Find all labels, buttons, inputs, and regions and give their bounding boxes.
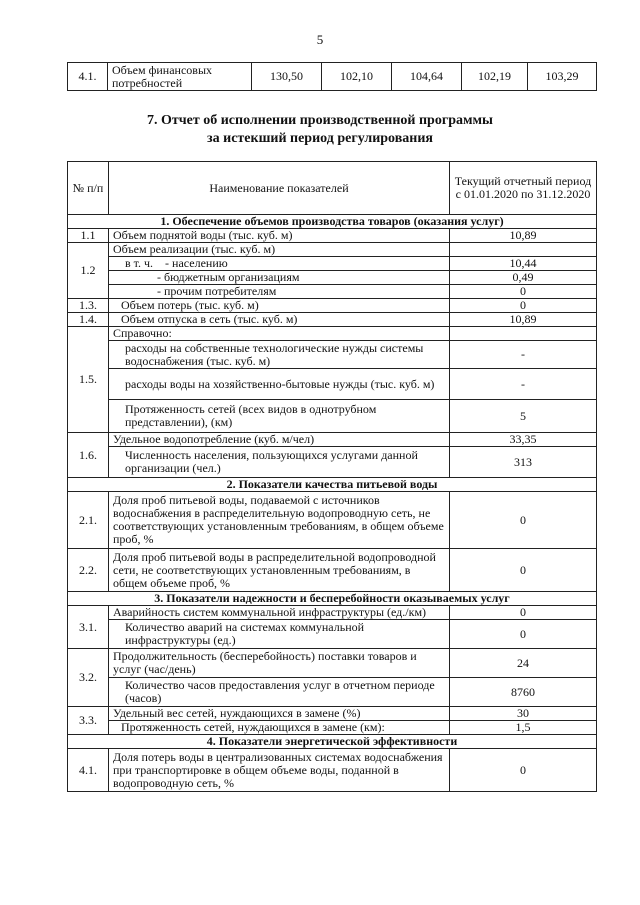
table-row	[68, 549, 597, 592]
table-row	[68, 243, 597, 257]
subitem-prefix: в т. ч.	[125, 256, 154, 270]
row-number: 1.4.	[68, 313, 109, 327]
table-row	[68, 707, 597, 721]
section-row	[68, 735, 597, 749]
value-cell: 104,64	[392, 63, 462, 91]
financial-needs-table	[67, 62, 597, 91]
section-row	[68, 592, 597, 606]
value-cell: 130,50	[252, 63, 322, 91]
row-name: Численность населения, пользующихся услугами данной организации (чел.)	[109, 447, 450, 478]
page-number: 5	[316, 32, 324, 47]
header-num: № п/п	[68, 162, 109, 215]
table-row	[68, 257, 597, 271]
row-subitem: - бюджетным организациям	[109, 271, 450, 285]
table-row	[68, 229, 597, 243]
row-number: 3.1.	[68, 606, 109, 649]
header-period: Текущий отчетный период с 01.01.2020 по 31.12.2020	[450, 162, 597, 215]
row-subitem: - прочим потребителям	[109, 285, 450, 299]
row-name: Доля потерь воды в централизованных системах водоснабжения при транспортировке в общем объеме воды, поданной в водопроводную сеть, %	[109, 749, 450, 792]
row-value: 0	[450, 549, 597, 592]
row-subitem	[109, 257, 450, 271]
table-row	[68, 327, 597, 341]
row-value: 1,5	[450, 721, 597, 735]
section-row	[68, 215, 597, 229]
row-subitem: Протяженность сетей (всех видов в однотрубном представлении), (км)	[109, 400, 450, 433]
row-number: 1.5.	[68, 327, 109, 433]
row-name: Протяженность сетей, нуждающихся в замене (км):	[109, 721, 450, 735]
value-cell: 102,10	[322, 63, 392, 91]
production-program-table	[67, 161, 597, 792]
row-reference: Справочно:	[109, 327, 450, 341]
table-row	[68, 63, 597, 91]
table-row	[68, 749, 597, 792]
row-value: 0	[450, 299, 597, 313]
table-row	[68, 369, 597, 400]
row-value: 10,89	[450, 313, 597, 327]
row-value: 10,44	[450, 257, 597, 271]
row-value: 5	[450, 400, 597, 433]
table-row	[68, 271, 597, 285]
row-name: Продолжительность (бесперебойность) поставки товаров и услуг (час/день)	[109, 649, 450, 678]
row-value: 0	[450, 606, 597, 620]
row-name: Объем финансовых потребностей	[108, 63, 252, 91]
section-row	[68, 478, 597, 492]
row-name: Доля проб питьевой воды в распределительной водопроводной сети, не соответствующих установленным требованиям, в общем объеме проб, %	[109, 549, 450, 592]
report-title-line1: 7. Отчет об исполнении производственной программы	[146, 113, 493, 128]
row-number: 1.6.	[68, 433, 109, 478]
row-number: 3.2.	[68, 649, 109, 707]
row-name: Удельное водопотребление (куб. м/чел)	[109, 433, 450, 447]
row-number: 3.3.	[68, 707, 109, 735]
section-title: 1. Обеспечение объемов производства товаров (оказания услуг)	[68, 215, 597, 229]
table-row	[68, 620, 597, 649]
header-name: Наименование показателей	[109, 162, 450, 215]
row-number: 1.3.	[68, 299, 109, 313]
table-row	[68, 721, 597, 735]
row-value: -	[450, 341, 597, 369]
row-name: Объем потерь (тыс. куб. м)	[109, 299, 450, 313]
value-cell: 102,19	[462, 63, 528, 91]
table-row	[68, 285, 597, 299]
row-value: -	[450, 369, 597, 400]
row-name: Доля проб питьевой воды, подаваемой с источников водоснабжения в распределительную водопроводную сеть, не соответствующих установленным требованиям, в общем объеме проб, %	[109, 492, 450, 549]
table-row	[68, 313, 597, 327]
table-row	[68, 400, 597, 433]
table-row	[68, 606, 597, 620]
row-subitem: расходы на собственные технологические нужды системы водоснабжения (тыс. куб. м)	[109, 341, 450, 369]
table-row	[68, 341, 597, 369]
row-number: 1.2	[68, 243, 109, 299]
row-number: 2.1.	[68, 492, 109, 549]
table-row	[68, 447, 597, 478]
row-name: Количество аварий на системах коммунальной инфраструктуры (ед.)	[109, 620, 450, 649]
value-cell: 103,29	[528, 63, 597, 91]
table-row	[68, 433, 597, 447]
row-value: 0,49	[450, 271, 597, 285]
table-row	[68, 299, 597, 313]
row-value: 0	[450, 492, 597, 549]
report-title-line2: за истекший период регулирования	[207, 131, 433, 146]
table-row	[68, 649, 597, 678]
row-value	[450, 327, 597, 341]
row-value: 0	[450, 285, 597, 299]
row-name: Объем отпуска в сеть (тыс. куб. м)	[109, 313, 450, 327]
section-title: 4. Показатели энергетической эффективности	[68, 735, 597, 749]
table-row	[68, 492, 597, 549]
row-subitem: расходы воды на хозяйственно-бытовые нужды (тыс. куб. м)	[109, 369, 450, 400]
row-number: 2.2.	[68, 549, 109, 592]
row-name: Объем поднятой воды (тыс. куб. м)	[109, 229, 450, 243]
row-value: 0	[450, 620, 597, 649]
row-number: 4.1.	[68, 63, 108, 91]
row-value	[450, 243, 597, 257]
row-value: 30	[450, 707, 597, 721]
row-value: 33,35	[450, 433, 597, 447]
row-name: Удельный вес сетей, нуждающихся в замене (%)	[109, 707, 450, 721]
row-value: 10,89	[450, 229, 597, 243]
row-number: 1.1	[68, 229, 109, 243]
row-value: 8760	[450, 678, 597, 707]
row-name: Аварийность систем коммунальной инфраструктуры (ед./км)	[109, 606, 450, 620]
row-value: 24	[450, 649, 597, 678]
row-name: Объем реализации (тыс. куб. м)	[109, 243, 450, 257]
section-title: 2. Показатели качества питьевой воды	[68, 478, 597, 492]
row-value: 313	[450, 447, 597, 478]
row-number: 4.1.	[68, 749, 109, 792]
subitem-label: - населению	[165, 256, 228, 270]
row-value: 0	[450, 749, 597, 792]
row-name: Количество часов предоставления услуг в отчетном периоде (часов)	[109, 678, 450, 707]
header-row	[68, 162, 597, 215]
table-row	[68, 678, 597, 707]
section-title: 3. Показатели надежности и бесперебойности оказываемых услуг	[68, 592, 597, 606]
